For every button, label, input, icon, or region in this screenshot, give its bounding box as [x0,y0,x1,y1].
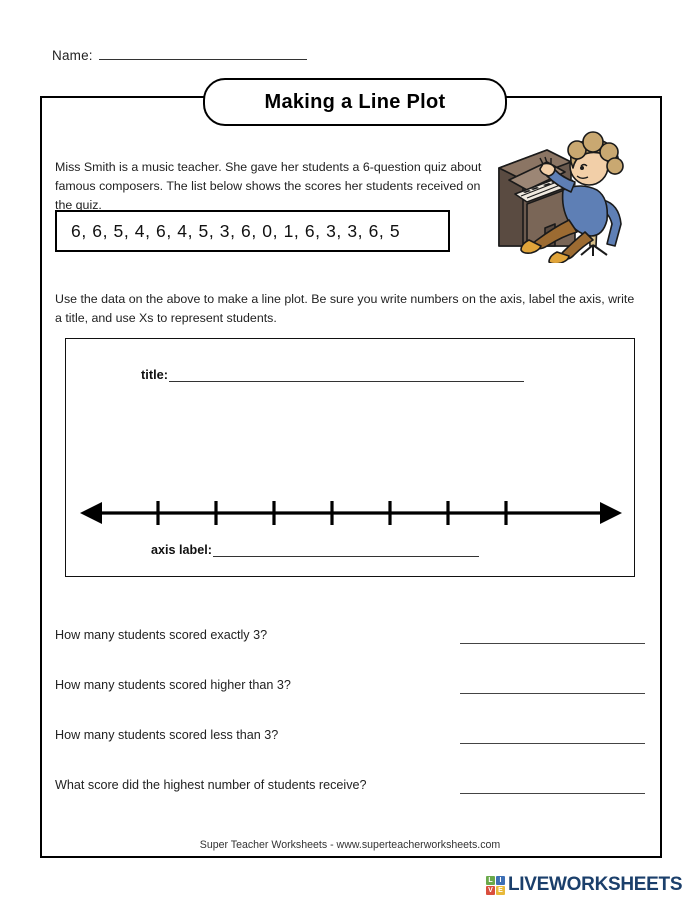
intro-paragraph: Miss Smith is a music teacher. She gave her students a 6-question quiz about famous composers. The list below shows the scores her students received on the quiz. [55,160,482,213]
name-field-row [52,48,307,63]
logo-tile-i: I [496,876,505,885]
data-list-box [55,210,450,252]
question-text: How many students scored higher than 3? [55,678,291,692]
plot-title-blank[interactable] [169,379,524,382]
axis-label-blank[interactable] [213,554,479,557]
answer-blank[interactable] [460,642,645,644]
plot-title-label: title: [141,367,169,382]
question-row [55,722,645,772]
question-text: What score did the highest number of students receive? [55,778,367,792]
liveworksheets-logo [486,874,682,896]
question-row [55,622,645,672]
footer-credit: Super Teacher Worksheets - www.superteacherworksheets.com [199,839,501,851]
logo-tile-v: V [486,886,495,895]
logo-tile-l: L [486,876,495,885]
questions-list [55,622,645,822]
plot-title-row [141,369,524,382]
answer-blank[interactable] [460,742,645,744]
name-label: Name: [52,48,93,63]
logo-tile-e: E [496,886,505,895]
question-text: How many students scored less than 3? [55,728,279,742]
logo-tiles [486,876,505,895]
page-title: Making a Line Plot [264,90,446,113]
piano-illustration [485,128,645,263]
data-list-values: 6, 6, 5, 4, 6, 4, 5, 3, 6, 0, 1, 6, 3, 3, 6, 5 [71,220,401,241]
line-plot-work-area [65,338,635,577]
logo-wordmark: LIVEWORKSHEETS [508,874,683,895]
question-text: How many students scored exactly 3? [55,628,268,642]
answer-blank[interactable] [460,792,645,794]
worksheet-title-badge [203,78,507,126]
axis-label-row [151,544,479,557]
number-line[interactable] [76,489,626,537]
question-row [55,672,645,722]
question-row [55,772,645,822]
axis-label-text: axis label: [151,543,212,557]
name-input-blank[interactable] [99,48,307,60]
answer-blank[interactable] [460,692,645,694]
directions-paragraph: Use the data on the above to make a line plot. Be sure you write numbers on the axis, label the axis, write a title, and use Xs to represent students. [55,292,635,325]
